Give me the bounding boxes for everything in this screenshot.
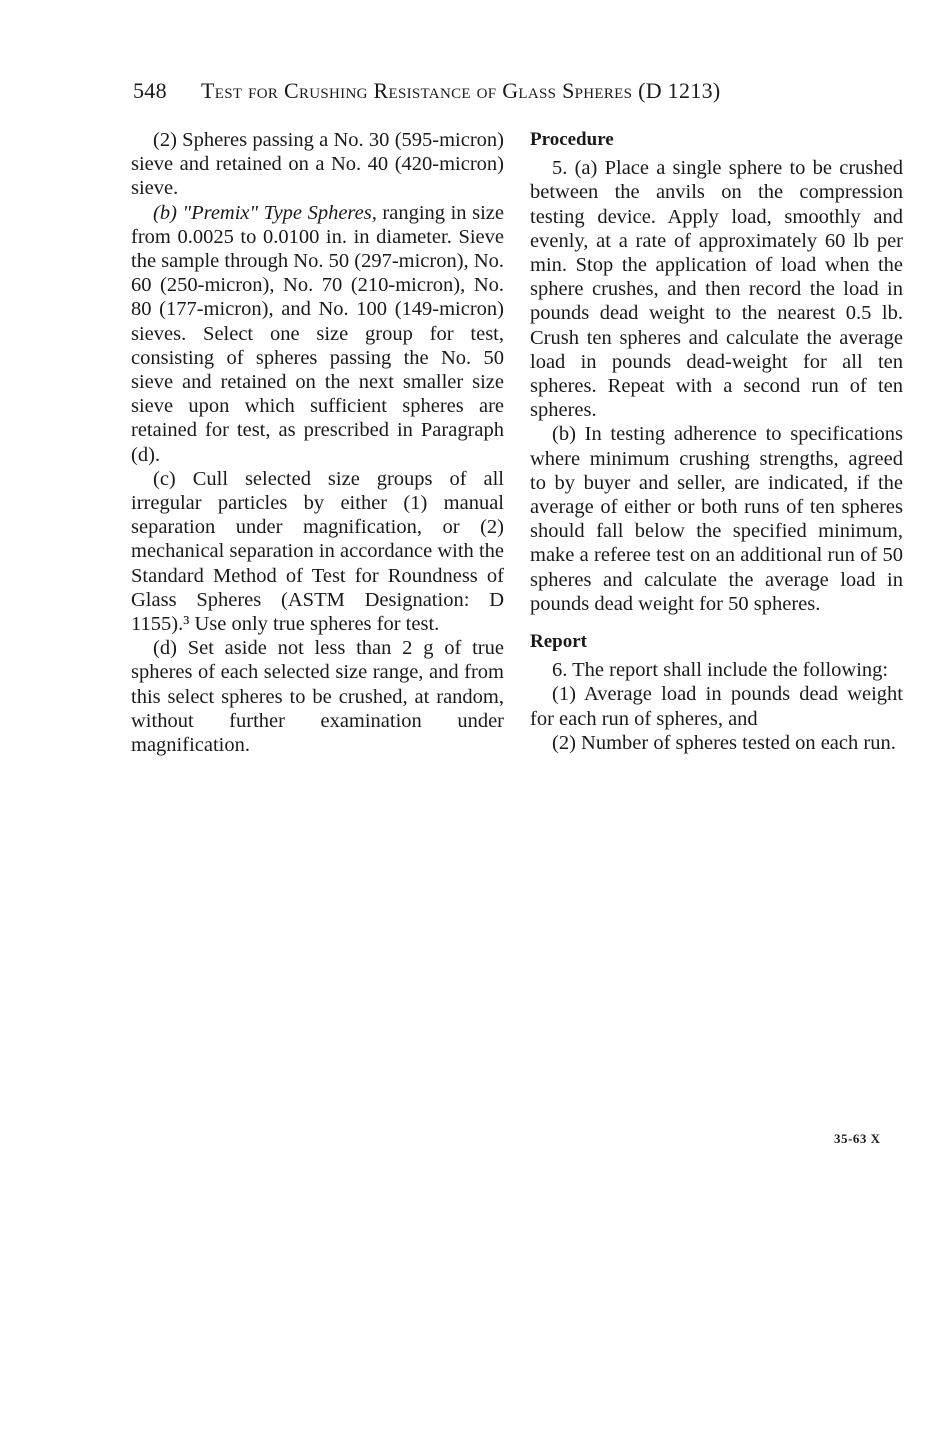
report-item-1: (1) Average load in pounds dead weight for each run of spheres, and bbox=[530, 683, 903, 730]
paragraph-c: (c) Cull selected size groups of all irregular particles by either (1) manual separation under magnification, or (2) mechanical separation in accordance with the Standard Method of Test for Roundness of Glass Spheres (ASTM Designation: D 1155).³ Use only true spheres for test. bbox=[131, 467, 504, 636]
paragraph-b bbox=[131, 201, 504, 467]
paragraph-5b: (b) In testing adherence to specifications where minimum crushing strengths, agreed to by buyer and seller, are indicated, if the average of either or both runs of ten spheres should fall below the specified minimum, make a referee test on an additional run of 50 spheres and calculate the average load in pounds dead weight for 50 spheres. bbox=[530, 423, 903, 615]
page-title: Test for Crushing Resistance of Glass Spheres (D 1213) bbox=[201, 78, 721, 103]
paragraph-5a: 5. (a) Place a single sphere to be crushed between the anvils on the compression testing device. Apply load, smoothly and evenly, at a rate of approximately 60 lb per min. Stop the application of load when the sphere crushes, and then record the load in pounds dead weight to the nearest 0.5 lb. Crush ten spheres and calculate the average load in pounds dead-weight for all ten spheres. Repeat with a second run of ten spheres. bbox=[530, 157, 903, 422]
premix-text: ranging in size from 0.0025 to 0.0100 in. in diameter. Sieve the sample through No. 50 (297-micron), No. 60 (250-micron), No. 70 (210-micron), No. 80 (177-micron), and No. 100 (149-micron) sieves. Select one size group for test, consisting of spheres passing the No. 50 sieve and retained on the next smaller size sieve upon which sufficient spheres are retained for test, as prescribed in Paragraph (d). bbox=[131, 201, 504, 466]
premix-label: (b) "Premix" Type Spheres, bbox=[153, 201, 377, 224]
left-column bbox=[131, 128, 504, 757]
paragraph-6: 6. The report shall include the following: bbox=[552, 659, 889, 682]
right-column bbox=[530, 128, 903, 755]
procedure-heading: Procedure bbox=[530, 129, 614, 150]
report-heading: Report bbox=[530, 631, 587, 653]
report-item-2: (2) Number of spheres tested on each run. bbox=[552, 731, 896, 754]
running-header bbox=[133, 78, 913, 104]
paragraph-a2: (2) Spheres passing a No. 30 (595-micron) sieve and retained on a No. 40 (420-micron) sieve. bbox=[131, 129, 504, 200]
paragraph-d: (d) Set aside not less than 2 g of true spheres of each selected size range, and from this select spheres to be crushed, at random, without further examination under magnification. bbox=[131, 637, 504, 757]
footer-code: 35-63 X bbox=[834, 1131, 881, 1146]
page-number: 548 bbox=[133, 78, 167, 103]
